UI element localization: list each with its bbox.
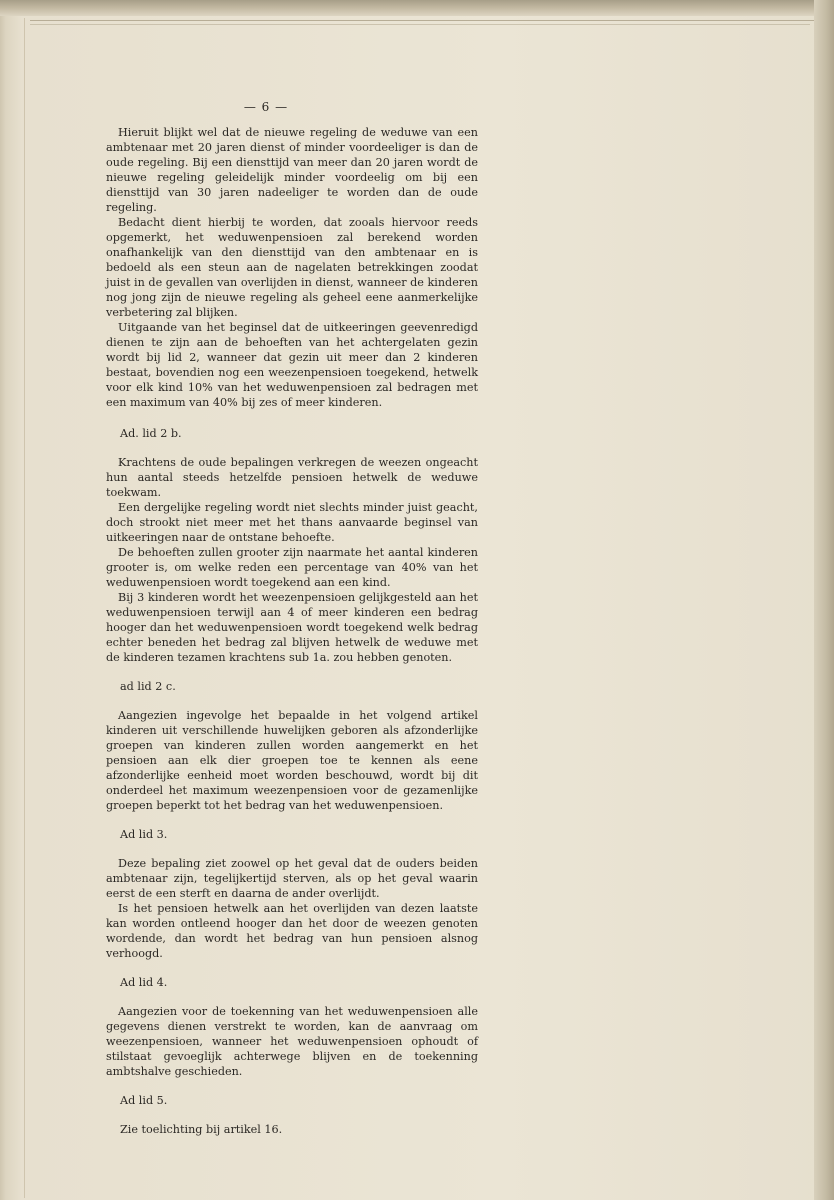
paragraph: Zie toelichting bij artikel 16. — [120, 1123, 283, 1136]
stacked-sheet-edge — [30, 24, 810, 25]
paragraph: Hieruit blijkt wel dat de nieuwe regeling de weduwe van een ambtenaar met 20 jaren dienst of minder voordeeliger is dan de oude regeling. Bij een diensttijd van meer dan 20 jaren wordt de nieuwe regeling geleidelijk minder voordeelig om bij een diensttijd van 30 jaren nadeeliger te worden dan de oude regeling. — [106, 126, 478, 214]
paragraph: Aangezien voor de toekenning van het weduwenpensioen alle gegevens dienen verstrekt te worden, kan de aanvraag om weezenpensioen, wanneer het weduwenpensioen ophoudt of stilstaat gevoeglijk achterwege blijven en de toekenning ambtshalve geschieden. — [106, 1005, 478, 1078]
paragraph: Een dergelijke regeling wordt niet slechts minder juist geacht, doch strookt niet meer met het thans aanvaarde beginsel van uitkeeringen naar de ontstane behoefte. — [106, 501, 478, 544]
document-text — [106, 100, 478, 1137]
section-heading: Ad lid 5. — [120, 1094, 168, 1107]
page-left-edge — [24, 18, 25, 1198]
section-heading: Ad lid 4. — [120, 976, 168, 989]
top-binding-edge — [0, 0, 834, 16]
intro-block — [106, 125, 478, 410]
section-lid-3 — [106, 827, 478, 961]
page-number: — 6 — — [243, 100, 289, 114]
stacked-sheet-edge — [30, 20, 820, 21]
paragraph: Deze bepaling ziet zoowel op het geval dat de ouders beiden ambtenaar zijn, tegelijkertijd sterven, als op het geval waarin eerst de een sterft en daarna de ander overlijdt. — [106, 857, 478, 900]
paragraph: Bij 3 kinderen wordt het weezenpensioen gelijkgesteld aan het weduwenpensioen terwijl aan 4 of meer kinderen een bedrag hooger dan het weduwenpensioen wordt toegekend welk bedrag echter beneden het bedrag zal blijven hetwelk de weduwe met de kinderen tezamen krachtens sub 1a. zou hebben genoten. — [106, 591, 478, 664]
section-heading: Ad lid 3. — [120, 828, 168, 841]
paragraph: De behoeften zullen grooter zijn naarmate het aantal kinderen grooter is, om welke reden een percentage van 40% van het weduwenpensioen wordt toegekend aan een kind. — [106, 546, 478, 589]
section-lid-2c — [106, 679, 478, 813]
paragraph: Is het pensioen hetwelk aan het overlijden van dezen laatste kan worden ontleend hooger dan het door de weezen genoten wordende, dan wordt het bedrag van hun pensioen alsnog verhoogd. — [106, 902, 478, 960]
paragraph: Krachtens de oude bepalingen verkregen de weezen ongeacht hun aantal steeds hetzelfde pensioen hetwelk de weduwe toekwam. — [106, 456, 478, 499]
section-lid-5 — [106, 1093, 478, 1137]
paragraph: Bedacht dient hierbij te worden, dat zooals hiervoor reeds opgemerkt, het weduwenpensioen zal berekend worden onafhankelijk van den diensttijd van den ambtenaar en is bedoeld als een steun aan de nagelaten betrekkingen zoodat juist in de gevallen van overlijden in dienst, wanneer de kinderen nog jong zijn de nieuwe regeling als geheel eene aanmerkelijke verbetering zal blijken. — [106, 216, 478, 319]
paragraph: Aangezien ingevolge het bepaalde in het volgend artikel kinderen uit verschillende huwelijken geboren als afzonderlijke groepen van kinderen zullen worden aangemerkt en het pensioen aan elk dier groepen toe te kennen als eene afzonderlijke eenheid moet worden beschouwd, wordt bij dit onderdeel het maximum weezenpensioen voor de gezamenlijke groepen beperkt tot het bedrag van het weduwenpensioen. — [106, 709, 478, 812]
section-heading: ad lid 2 c. — [120, 680, 176, 693]
section-lid-4 — [106, 975, 478, 1079]
right-binding-edge — [814, 0, 834, 1200]
paragraph: Uitgaande van het beginsel dat de uitkeeringen geevenredigd dienen te zijn aan de behoeften van het achtergelaten gezin wordt bij lid 2, wanneer dat gezin uit meer dan 2 kinderen bestaat, bovendien nog een weezenpensioen toegekend, hetwelk voor elk kind 10% van het weduwenpensioen zal bedragen met een maximum van 40% bij zes of meer kinderen. — [106, 321, 478, 409]
section-lid-2b — [106, 426, 478, 665]
section-heading: Ad. lid 2 b. — [120, 427, 182, 440]
